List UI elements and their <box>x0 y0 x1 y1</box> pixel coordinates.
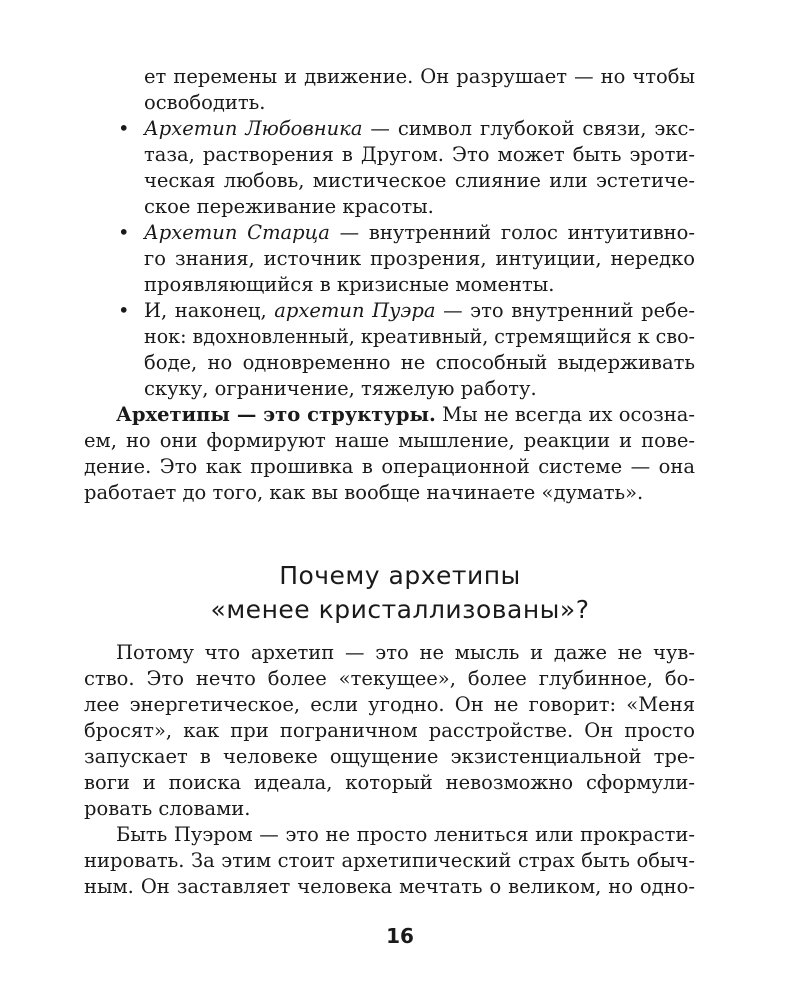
top-text-block <box>84 64 695 506</box>
italic-term: Архетип Любовника <box>144 117 363 140</box>
text-line <box>144 246 695 272</box>
text-line <box>144 350 695 376</box>
text-line-content: ство. Это нечто более «текущее», более глубинное, бо- <box>84 667 695 690</box>
list-item-lover <box>84 116 695 220</box>
text-line-content: освободить. <box>144 91 266 114</box>
text-line-content: го знания, источник прозрения, интуиции, нередко <box>144 247 695 270</box>
text-line <box>144 142 695 168</box>
text-line <box>84 640 695 666</box>
body-text-block <box>84 640 695 900</box>
text-line <box>144 220 695 246</box>
text-line-content: ровать словами. <box>84 797 251 820</box>
text-line <box>84 796 695 822</box>
text-line-rest: — символ глубокой связи, экс- <box>362 117 695 140</box>
text-line-pre: И, наконец, <box>144 299 275 322</box>
text-line <box>84 744 695 770</box>
page-number: 16 <box>386 924 414 948</box>
text-line <box>144 272 695 298</box>
text-line <box>84 428 695 454</box>
text-line <box>144 298 695 324</box>
text-line-rest: — это внутренний ребе- <box>435 299 695 322</box>
text-line-content: таза, растворения в Другом. Это может быть эроти- <box>144 143 695 166</box>
bold-lead: Архетипы — это структуры. <box>116 403 436 426</box>
heading-line-2: «менее кристаллизованы»? <box>210 595 590 624</box>
bullet-icon: • <box>118 299 130 322</box>
text-line <box>84 666 695 692</box>
italic-term: архетип Пуэра <box>274 299 436 322</box>
text-line <box>84 822 695 848</box>
text-line-content: ческая любовь, мистическое слияние или эстетиче- <box>144 169 695 192</box>
text-line-content: запускает в человеке ощущение экзистенциальной тре- <box>84 745 695 768</box>
text-line <box>144 194 695 220</box>
section-heading <box>0 559 800 627</box>
text-line-content <box>144 220 695 246</box>
text-line <box>144 324 695 350</box>
text-line-content: ет перемены и движение. Он разрушает — но чтобы <box>144 65 695 88</box>
text-line <box>84 402 695 428</box>
text-line-content: проявляющийся в кризисные моменты. <box>144 273 555 296</box>
text-line-content <box>144 116 695 142</box>
paragraph-archetypes <box>84 402 695 506</box>
text-line-content <box>116 402 695 428</box>
text-line-content: Потому что архетип — это не мысль и даже не чув- <box>116 641 695 664</box>
text-line <box>84 480 695 506</box>
text-line <box>84 454 695 480</box>
text-line <box>84 90 695 116</box>
text-line-content: ское переживание красоты. <box>144 195 434 218</box>
text-line <box>84 692 695 718</box>
text-line <box>144 168 695 194</box>
list-item-puer <box>84 298 695 402</box>
text-line-content: нировать. За этим стоит архетипический страх быть обыч- <box>84 849 695 872</box>
bullet-icon: • <box>118 221 130 244</box>
text-line-rest: — внутренний голос интуитивно- <box>329 221 695 244</box>
text-line-content: Быть Пуэром — это не просто лениться или прокрасти- <box>116 823 695 846</box>
text-line-content: бросят», как при пограничном расстройстве. Он просто <box>84 719 695 742</box>
text-line-content: работает до того, как вы вообще начинаете «думать». <box>84 481 644 504</box>
text-line-content: боде, но одновременно не способный выдерживать <box>144 351 695 374</box>
italic-term: Архетип Старца <box>144 221 330 244</box>
text-line-content: воги и поиска идеала, который невозможно сформули- <box>84 771 695 794</box>
text-line-content: дение. Это как прошивка в операционной системе — она <box>84 455 695 478</box>
text-line-content: лее энергетическое, если угодно. Он не говорит: «Меня <box>84 693 695 716</box>
text-line <box>84 848 695 874</box>
text-line-content: скуку, ограничение, тяжелую работу. <box>144 377 537 400</box>
text-line <box>144 116 695 142</box>
text-line <box>84 770 695 796</box>
text-line <box>84 718 695 744</box>
text-line-content: нок: вдохновленный, креативный, стремящийся к сво- <box>144 325 695 348</box>
text-line-content: ем, но они формируют наше мышление, реакции и пове- <box>84 429 695 452</box>
text-line-content <box>144 298 695 324</box>
text-line <box>84 874 695 900</box>
heading-line-1: Почему архетипы <box>279 561 521 590</box>
text-line <box>84 64 695 90</box>
paragraph <box>84 640 695 822</box>
text-line-content: ным. Он заставляет человека мечтать о великом, но одно- <box>84 875 695 898</box>
paragraph <box>84 822 695 900</box>
bullet-icon: • <box>118 117 130 140</box>
text-line-rest: Мы не всегда их осозна- <box>435 403 696 426</box>
list-item-elder <box>84 220 695 298</box>
text-line <box>144 376 695 402</box>
